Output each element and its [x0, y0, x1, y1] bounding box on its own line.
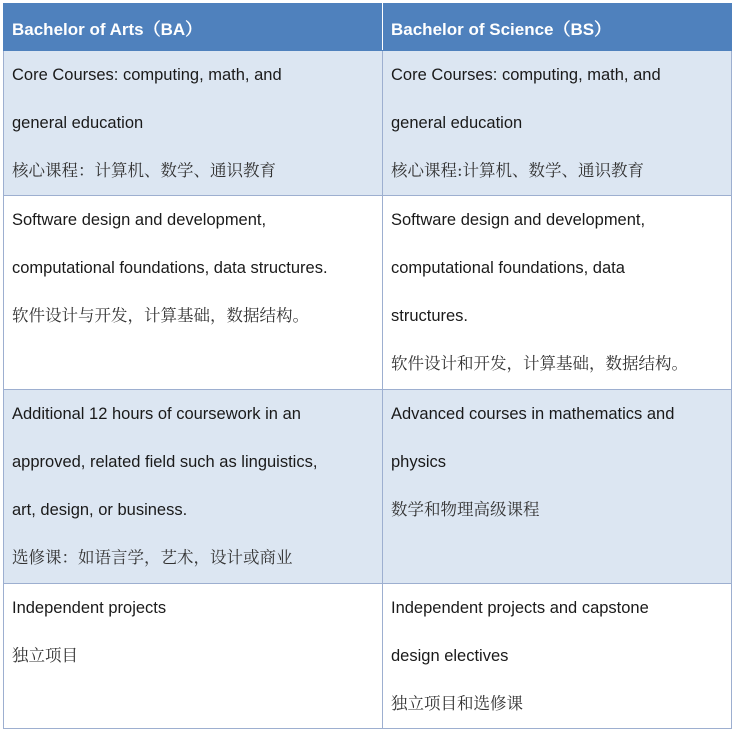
- english-line: Independent projects and capstone: [391, 599, 649, 617]
- bs-cell: [383, 584, 732, 729]
- english-line: Core Courses: computing, math, and: [12, 66, 282, 84]
- header-bs: Bachelor of Science（BS）: [383, 4, 732, 51]
- chinese-line: 独立项目: [12, 646, 78, 665]
- english-line: structures.: [391, 307, 469, 325]
- english-line: Advanced courses in mathematics and: [391, 405, 675, 423]
- english-line: art, design, or business.: [12, 501, 188, 519]
- english-line: computational foundations, data: [391, 259, 625, 277]
- bs-cell: [383, 196, 732, 390]
- ba-cell: [4, 51, 383, 196]
- english-line: Additional 12 hours of coursework in an: [12, 405, 301, 423]
- chinese-line: 选修课：如语言学，艺术，设计或商业: [12, 548, 293, 567]
- table-row: [4, 584, 732, 729]
- chinese-line: 软件设计与开发，计算基础，数据结构。: [12, 306, 309, 325]
- header-row: [4, 4, 732, 51]
- english-line: physics: [391, 453, 447, 471]
- english-line: computational foundations, data structures.: [12, 259, 328, 277]
- english-line: Independent projects: [12, 599, 167, 617]
- table-row: [4, 51, 732, 196]
- english-line: Software design and development,: [391, 211, 646, 229]
- header-ba: Bachelor of Arts（BA）: [4, 4, 383, 51]
- english-line: approved, related field such as linguistics,: [12, 453, 318, 471]
- bs-cell: [383, 390, 732, 584]
- english-line: Core Courses: computing, math, and: [391, 66, 661, 84]
- table-row: [4, 390, 732, 584]
- chinese-line: 独立项目和选修课: [391, 694, 523, 713]
- english-line: general education: [391, 114, 523, 132]
- chinese-line: 核心课程：计算机、数学、通识教育: [12, 161, 276, 180]
- table-row: [4, 196, 732, 390]
- english-line: design electives: [391, 647, 509, 665]
- ba-cell: [4, 390, 383, 584]
- bs-cell: [383, 51, 732, 196]
- chinese-line: 核心课程:计算机、数学、通识教育: [391, 161, 645, 180]
- degree-comparison-table: [3, 3, 732, 729]
- chinese-line: 软件设计和开发，计算基础，数据结构。: [391, 354, 688, 373]
- english-line: Software design and development,: [12, 211, 267, 229]
- ba-cell: [4, 196, 383, 390]
- chinese-line: 数学和物理高级课程: [391, 500, 540, 519]
- ba-cell: [4, 584, 383, 729]
- english-line: general education: [12, 114, 144, 132]
